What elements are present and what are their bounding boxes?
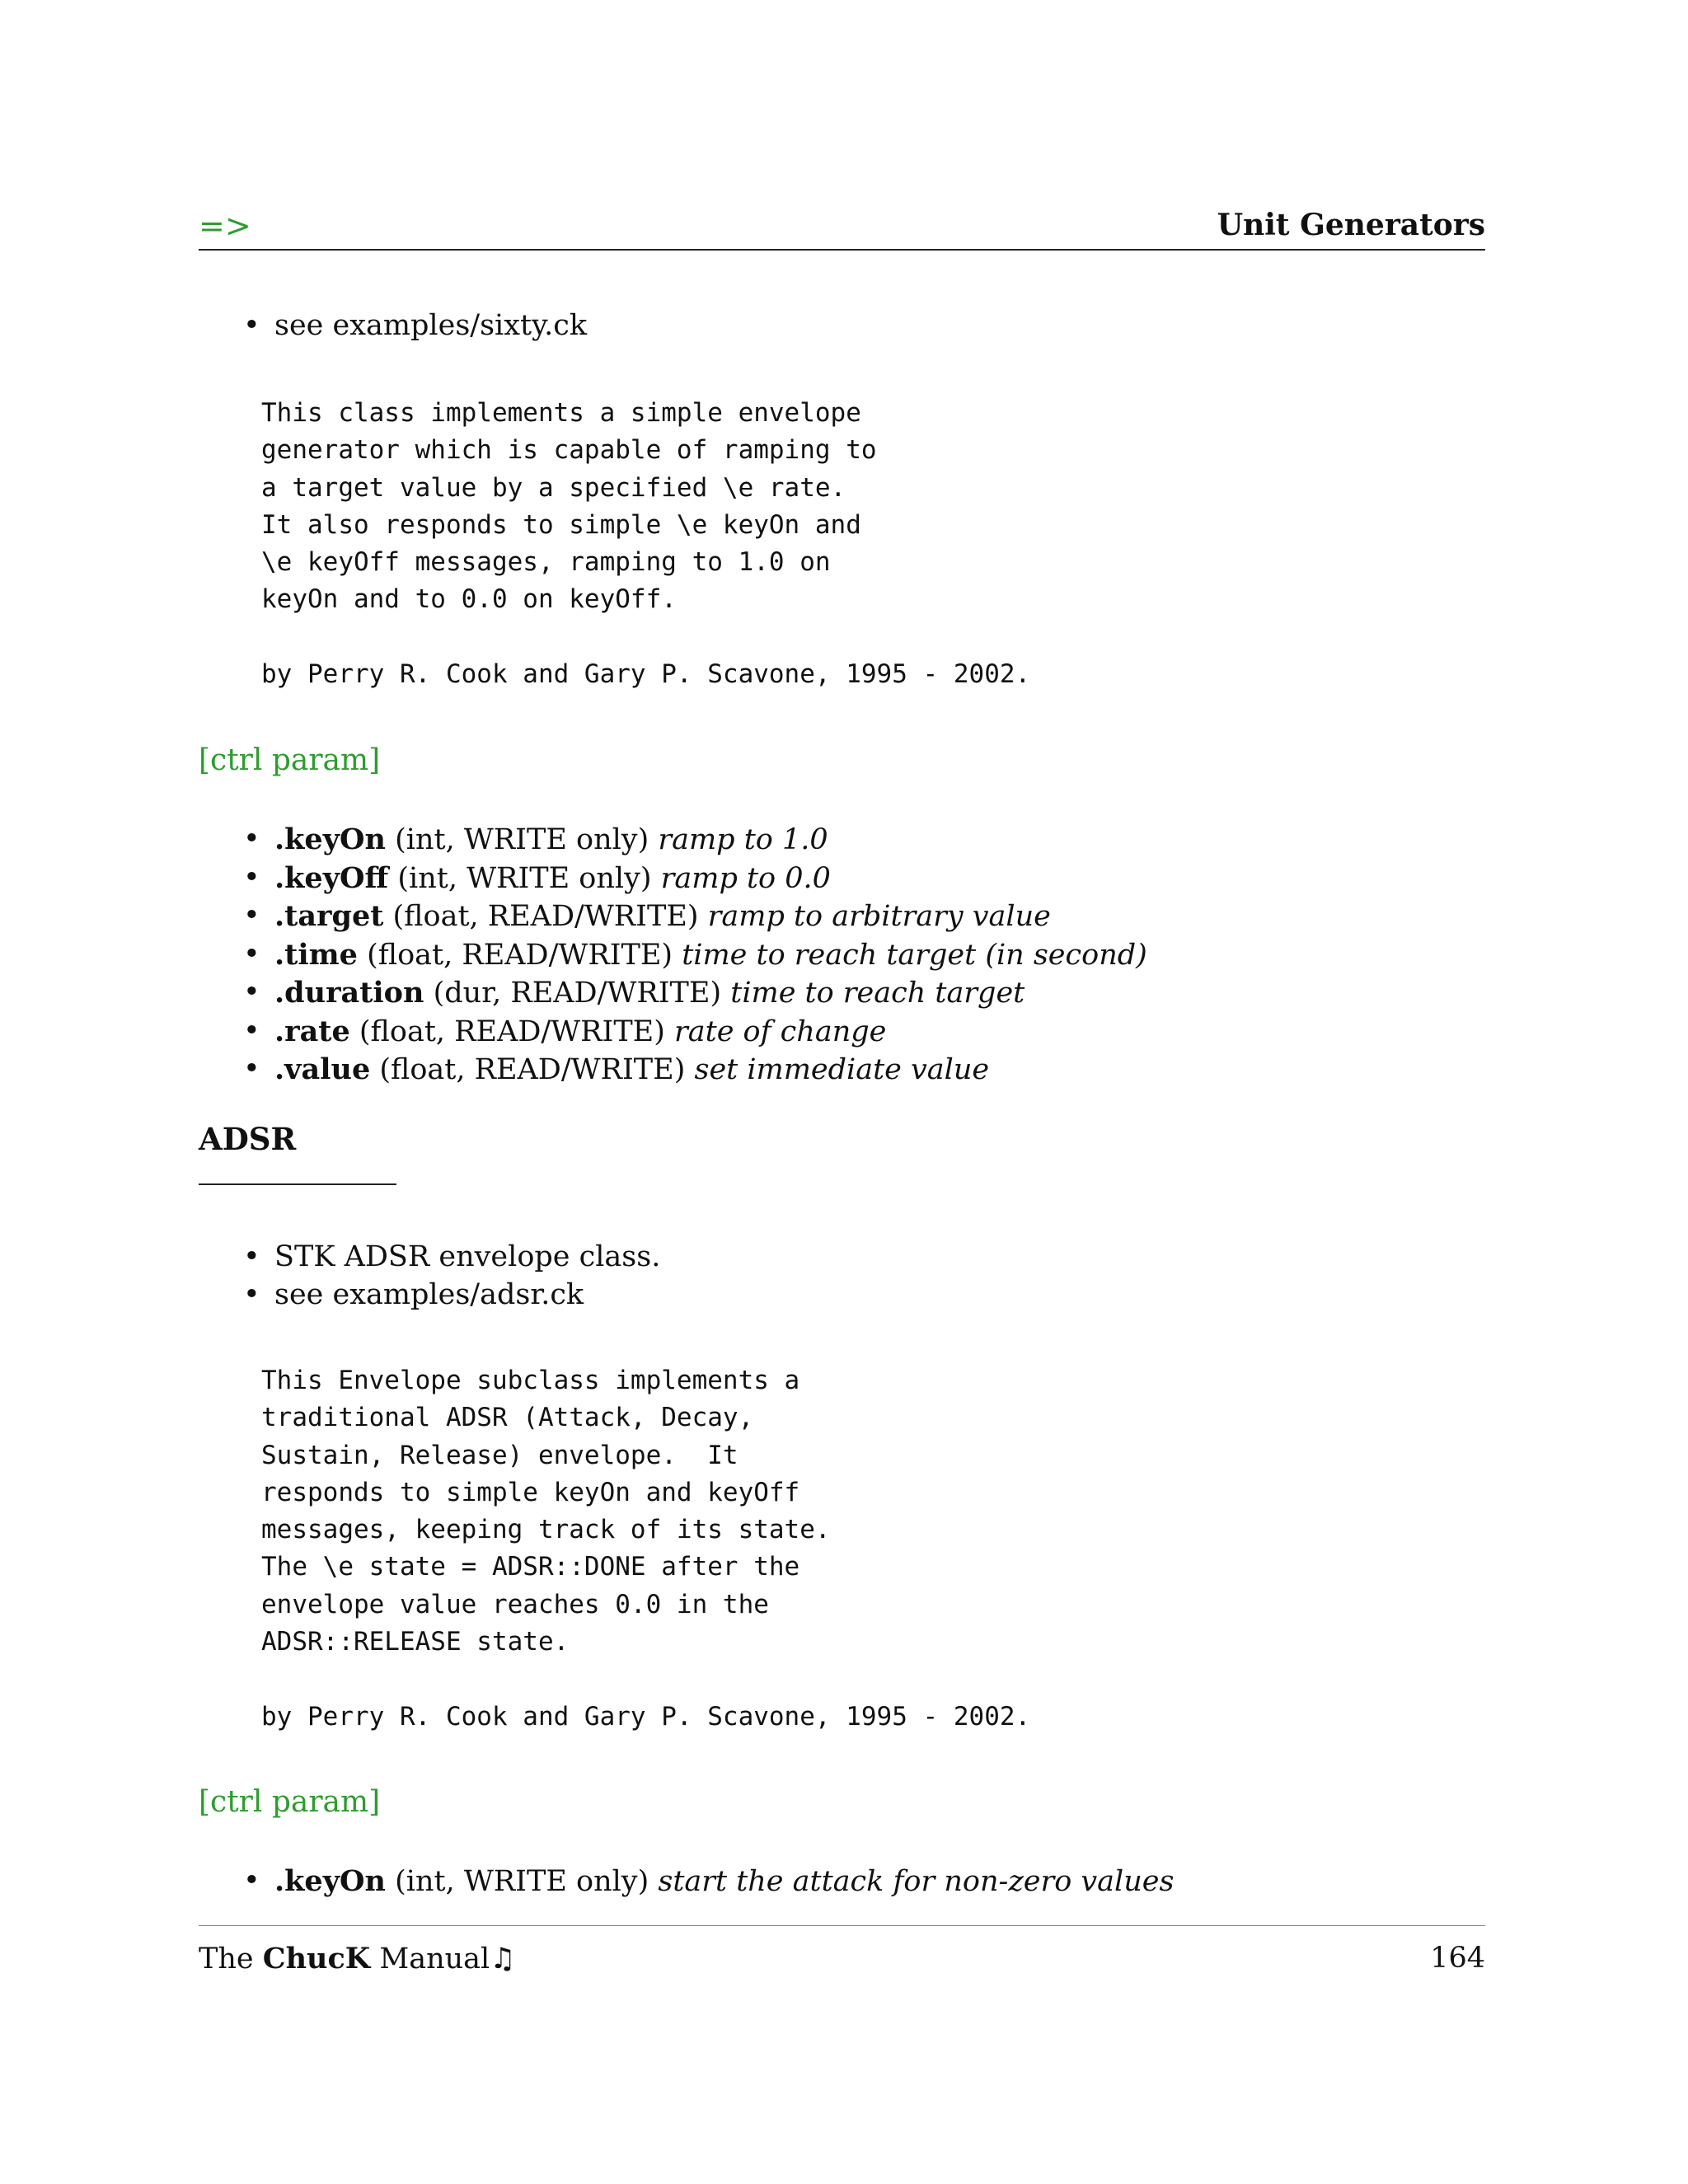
list-item: • see examples/adsr.ck: [243, 1277, 660, 1315]
adsr-description: This Envelope subclass implements a traditional ADSR (Attack, Decay, Sustain, Release) envelope. It responds to simple keyOn and keyOff messages, keeping track of its state. The \e state = ADSR::DONE after the envelope value reaches 0.0 in the ADSR::RELEASE state. by Perry R. Cook and Gary P. Scavone, 1995 - 2002.: [261, 1366, 1031, 1732]
envelope-description: This class implements a simple envelope generator which is capable of ramping to a target value by a specified \e rate. It also responds to simple \e keyOn and \e keyOff messages, ramping to 1.0 on keyOn and to 0.0 on keyOff. by Perry R. Cook and Gary P. Scavone, 1995 - 2002.: [261, 398, 1031, 690]
header-arrow-link[interactable]: =>: [199, 208, 251, 244]
param-item: • .duration (dur, READ/WRITE) time to reach target: [243, 974, 1147, 1013]
param-item: • .keyOn (int, WRITE only) ramp to 1.0: [243, 821, 1147, 860]
adsr-param-list: [243, 1863, 1174, 1901]
param-item: • .keyOn (int, WRITE only) start the attack for non-zero values: [243, 1863, 1174, 1901]
param-item: • .keyOff (int, WRITE only) ramp to 0.0: [243, 860, 1147, 898]
adsr-ctrl-param-heading: [ctrl param]: [199, 1785, 381, 1819]
envelope-param-list: [243, 821, 1147, 1090]
param-item: • .value (float, READ/WRITE) set immediate value: [243, 1051, 1147, 1090]
chuck-brand: ChucK: [262, 1942, 371, 1975]
page-number: 164: [1430, 1942, 1485, 1975]
page-header: [199, 204, 1485, 251]
header-title: Unit Generators: [1217, 208, 1485, 242]
footer-title: The ChucK Manual♫: [199, 1942, 516, 1975]
adsr-notes: [243, 1239, 660, 1314]
envelope-ctrl-param-heading: [ctrl param]: [199, 743, 381, 777]
list-item: • see examples/sixty.ck: [243, 307, 587, 345]
param-item: • .time (float, READ/WRITE) time to reach target (in second): [243, 936, 1147, 975]
footer-divider: [199, 1925, 1485, 1926]
music-note-icon: ♫: [490, 1943, 516, 1975]
adsr-section-title: ADSR: [199, 1121, 297, 1157]
list-item: • STK ADSR envelope class.: [243, 1239, 660, 1277]
param-item: • .target (float, READ/WRITE) ramp to arbitrary value: [243, 898, 1147, 936]
param-item: • .rate (float, READ/WRITE) rate of change: [243, 1013, 1147, 1052]
section-divider: [199, 1183, 396, 1185]
manual-page: [199, 0, 1485, 2184]
envelope-notes: [243, 307, 587, 345]
